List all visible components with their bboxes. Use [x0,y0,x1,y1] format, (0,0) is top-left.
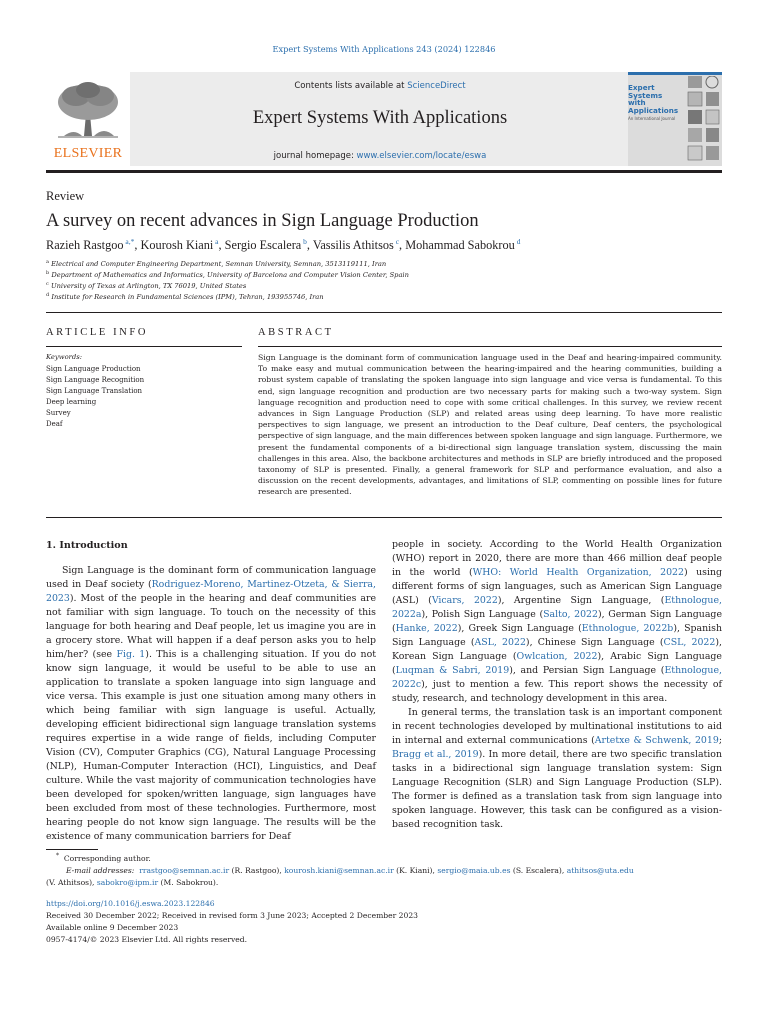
contents-line [130,81,630,91]
cover-strip [628,72,722,75]
article-type: Review [46,189,85,203]
journal-homepage [130,151,630,161]
author-name: Vassilis Athitsos [312,238,394,252]
citation-link[interactable]: Fig. 1 [116,649,146,660]
abstract-rule [258,346,722,347]
elsevier-tree-icon [54,80,122,138]
citation-link[interactable]: sergio@maia.ub.es [437,866,511,875]
citation-link[interactable]: Artetxe & Schwenk, 2019 [594,735,719,746]
keywords-label: Keywords: [46,353,83,361]
text-run: ) using different forms of sign languages, such as American Sign Language (ASL) ( [392,567,722,606]
info-top-rule [46,312,722,313]
sciencedirect-link[interactable]: ScienceDirect [407,81,466,91]
homepage-prefix: journal homepage: [273,151,357,161]
keyword: Sign Language Translation [46,387,143,395]
text-run: (V. Athitsos), [46,878,97,887]
keyword: Sign Language Recognition [46,376,145,384]
body-paragraph [392,706,722,832]
affiliation [46,260,386,268]
author-separator: , [399,238,406,252]
corresponding-text: Corresponding author. [63,854,151,863]
citation-link[interactable]: Vicars, 2022 [431,595,498,606]
citation-link[interactable]: Ethnologue, 2022c [392,665,722,690]
citation-link[interactable]: ASL, 2022 [474,637,526,648]
citation-link[interactable]: Bragg et al., 2019 [392,749,479,760]
citation-link[interactable]: Owlcation, 2022 [516,651,598,662]
text-run: (K. Kiani), [393,866,438,875]
citation-link[interactable]: Ethnologue, 2022a [392,595,722,620]
citation-link[interactable]: athitsos@uta.edu [566,866,634,875]
text-run: people in society. According to the World Health Organization (WHO) report in 2020, there are more than 466 million deaf people in the world ( [392,539,722,578]
email-list [139,866,634,875]
homepage-link[interactable]: www.elsevier.com/locate/eswa [356,151,487,161]
text-run: ). Most of the people in the hearing and deaf communities are not familiar with sign language. To touch on the necessity of this language for both hearing and Deaf people, let us imagine you are in a grocery store. What will happen if a deaf person asks you to help him/her? (see [46,593,376,660]
email-footnote [66,865,634,877]
text-run: (M. Sabokrou). [158,878,219,887]
text-run: ), Greek Sign Language ( [457,623,582,634]
footnote-rule [46,849,98,850]
text-run: ), just to mention a few. This report shows the necessity of study, research, and technology development in this area. [392,679,722,704]
author-name: Razieh Rastgoo [46,238,124,252]
doi-link[interactable] [46,898,215,910]
affiliation [46,282,246,290]
copyright: 0957-4174/© 2023 Elsevier Ltd. All rights reserved. [46,935,248,944]
body-column-left [46,564,376,844]
info-bottom-rule [46,517,722,518]
abstract-text: Sign Language is the dominant form of communication language used in the Deaf and hearing-impaired community. To make easy and mutual communication between the hearing-impaired and the hearing communities, building a robust system capable of translating the spoken language into sign language and vice versa is fundamental. To this end, sign language recognition and production are two necessary parts for making such a two-way system. Sign language recognition and production need to cope with some critical challenges. In this survey, we review recent advances in Sign Language Production (SLP) and related areas using deep learning. To have more realistic perspectives to sign language, we present an introduction to the Deaf culture, Deaf centers, the psychological perspective of sign language, and the main differences between spoken language and sign language. Furthermore, we present the fundamental components of a bi-directional sign language translation system, discussing the main challenges in this area. Also, the backbone architectures and methods in SLP are briefly introduced and the proposed taxonomy of SLP is presented. Finally, a general framework for SLP and performance evaluation, and also a discussion on the recent developments, advantages, and limitations of SLP, commenting on possible lines for future research are presented. [258,353,722,497]
author-separator: , [306,238,313,252]
text-run: ), Arabic Sign Language ( [392,651,722,676]
body-column-right [392,538,722,832]
text-run: Sign Language is the dominant form of communication language used in Deaf society ( [46,565,376,590]
author-affiliation-mark[interactable]: c [393,236,400,246]
text-run: ), and Persian Sign Language ( [509,665,665,676]
citation-link[interactable]: WHO: World Health Organization, 2022 [472,567,684,578]
author-affiliation-mark[interactable]: b [301,236,307,246]
affiliation-mark: a [46,258,49,265]
text-run: (S. Escalera), [510,866,567,875]
cover-subtitle: An International Journal [628,116,676,121]
cover-title-line: Expert [628,83,655,92]
info-rule [46,346,242,347]
journal-title: Expert Systems With Applications [252,108,508,128]
affiliation [46,271,409,279]
affiliation-mark: b [46,269,50,276]
cover-title [628,84,684,114]
affiliation-text: University of Texas at Arlington, TX 76019, United States [50,282,247,290]
author-affiliation-mark[interactable]: a [213,236,219,246]
text-run: ; [718,735,722,746]
affiliation-mark: d [46,291,50,298]
text-run: ). This is a challenging situation. If you do not know sign language, it would be useful to be able to use an application to translate a spoken language into sign language and vice versa. This example is just one situation among many others in which being familiar with sign language is useful. Actually, developing efficient bidirectional sign language translation systems requires expertise in a wide range of fields, including Computer Vision (CV), Computer Graphics (CG), Natural Language Processing (NLP), Human-Computer Interaction (HCI), Linguistics, and Deaf culture. While the vast majority of communication technologies have been developed for spoken/written language, sign languages have been excluded from most of these technologies. Furthermore, most hearing people do not know sign language. The results will be the existence of many communication barriers for Deaf [46,649,376,842]
text-run: (R. Rastgoo), [229,866,285,875]
citation-link[interactable]: Ethnologue, 2022b [581,623,674,634]
section-heading-introduction: 1. Introduction [46,540,128,551]
keyword: Survey [46,409,71,417]
cover-title-line: Applications [628,105,679,115]
cover-artwork-icon [686,76,722,166]
cover-title-line: Systems [628,90,663,100]
author-name: Kourosh Kiani [140,238,214,252]
affiliation-text: Institute for Research in Fundamental Sciences (IPM), Tehran, 193955746, Iran [51,293,324,301]
author-name: Mohammad Sabokrou [405,238,515,252]
citation-link[interactable]: Luqman & Sabri, 2019 [395,665,510,676]
keyword-list [46,364,242,430]
corresponding-footnote [56,853,151,865]
affiliation-mark: c [46,280,49,287]
author-separator: , [134,238,141,252]
body-paragraph [46,564,376,844]
affiliation-text: Department of Mathematics and Informatics, University of Barcelona and Computer Vision Center, Spain [51,271,409,279]
author-affiliation-mark[interactable]: a,* [123,236,135,246]
article-title: A survey on recent advances in Sign Language Production [46,211,479,231]
journal-cover[interactable] [628,72,722,166]
cover-title-line: with [628,98,646,107]
affiliation-text: Electrical and Computer Engineering Department, Semnan University, Semnan, 3513119111, Iran [51,260,387,268]
text-run: ), Spanish Sign Language ( [392,623,722,648]
contents-prefix: Contents lists available at [294,81,408,91]
citation-link[interactable]: CSL, 2022 [663,637,716,648]
citation-link[interactable]: kourosh.kiani@semnan.ac.ir [284,866,394,875]
text-run: ), Korean Sign Language ( [392,637,722,662]
text-run: ), Polish Sign Language ( [421,609,544,620]
received-dates: Received 30 December 2022; Received in revised form 3 June 2023; Accepted 2 December 2023 [46,911,419,920]
text-run: ). In more detail, there are two specific translation tasks in a bidirectional sign language translation system: Sign Language Recognition (SLR) and Sign Language Production (SLP). The former is defined as a translation task from sign language into spoken language. However, this task can be configured as a vision-based recognition task. [392,749,722,830]
citation-link[interactable]: Salto, 2022 [543,609,598,620]
citation-link[interactable]: sabokro@ipm.ir [96,878,159,887]
publisher-name: ELSEVIER [53,146,123,161]
available-online: Available online 9 December 2023 [46,923,179,932]
article-info-heading: ARTICLE INFO [46,327,149,338]
body-paragraph [392,538,722,706]
citation-link[interactable]: rrastgoo@semnan.ac.ir [139,866,230,875]
publisher-logo[interactable] [46,72,130,166]
author-affiliation-mark[interactable]: d [514,236,521,246]
author-separator: , [218,238,225,252]
text-run: ), German Sign Language ( [392,609,722,634]
footnote-mark: * [56,852,59,860]
affiliation [46,293,324,301]
keyword: Sign Language Production [46,365,141,373]
citation-link[interactable]: Rodriguez-Moreno, Martinez-Otzeta, & Sierra, 2023 [46,579,377,604]
text-run: ), Chinese Sign Language ( [525,637,664,648]
abstract-heading: ABSTRACT [258,327,334,338]
text-run: In general terms, the translation task is an important component in recent technologies developed by multinational institutions to aid in internal and external communications ( [392,707,722,746]
text-run: ), Argentine Sign Language, ( [497,595,665,606]
keyword: Deaf [46,420,63,428]
running-head[interactable]: Expert Systems With Applications 243 (2024) 122846 [272,44,496,54]
keyword: Deep learning [46,398,97,406]
author-name: Sergio Escalera [224,238,302,252]
doi-link-text[interactable]: https://doi.org/10.1016/j.eswa.2023.122846 [46,899,215,908]
email-footnote-cont [46,877,218,889]
email-label: E-mail addresses: [66,866,135,875]
citation-link[interactable]: Hanke, 2022 [395,623,458,634]
author-list [46,238,520,253]
header-rule [46,170,722,173]
